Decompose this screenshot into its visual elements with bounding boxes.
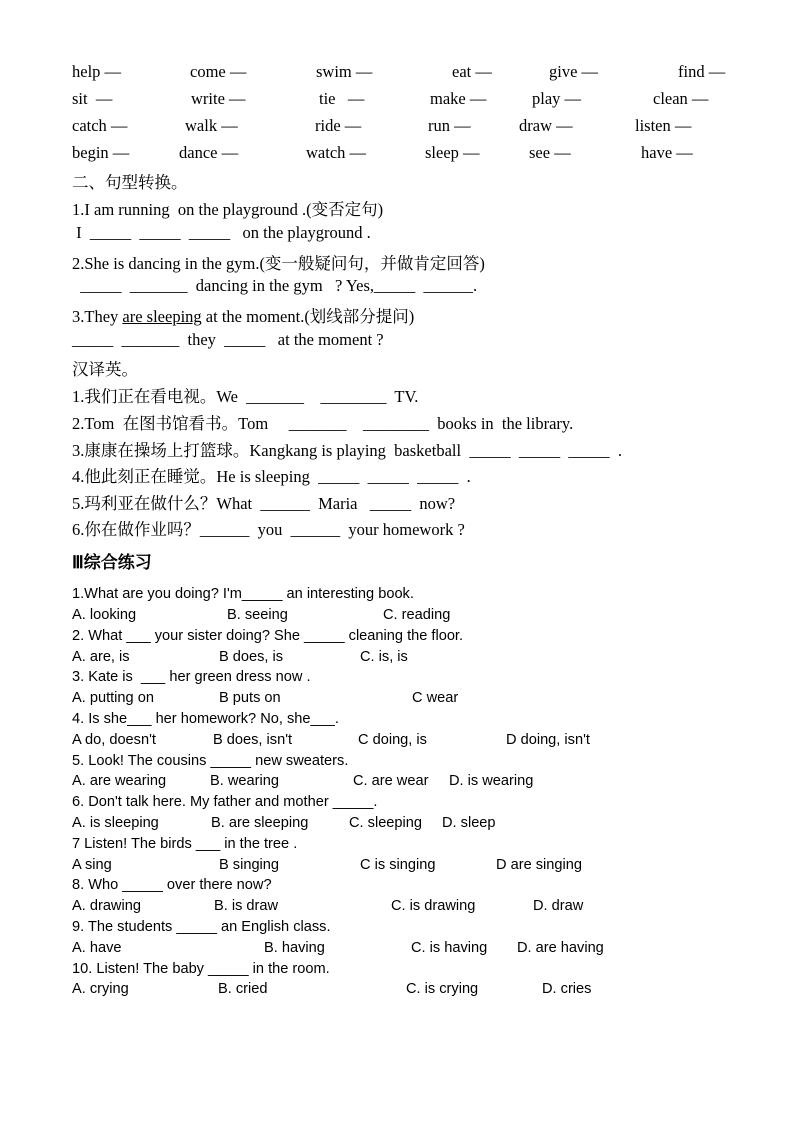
verb-item: swim —: [316, 62, 373, 81]
mc-question: 4. Is she___ her homework? No, she___.: [72, 711, 339, 727]
mc-question: 1.What are you doing? I'm_____ an interesting book.: [72, 586, 414, 602]
mc-question: 10. Listen! The baby _____ in the room.: [72, 961, 330, 977]
mc-question: 7 Listen! The birds ___ in the tree .: [72, 836, 298, 852]
mc-option: B. seeing: [227, 607, 288, 623]
translation-item: 4.他此刻正在睡觉。He is sleeping _____ _____ _____ .: [72, 467, 471, 486]
question-suffix: at the moment.(划线部分提问): [201, 307, 415, 326]
verb-item: ride —: [315, 116, 362, 135]
verb-item: clean —: [653, 89, 709, 108]
verb-item: listen —: [635, 116, 692, 135]
verb-item: walk —: [185, 116, 238, 135]
section-title-comprehensive: Ⅲ综合练习: [72, 553, 152, 572]
section-title-sentence-transform: 二、句型转换。: [72, 173, 188, 192]
verb-item: dance —: [179, 143, 239, 162]
mc-option: D are singing: [496, 857, 582, 873]
mc-option: D doing, isn't: [506, 732, 590, 748]
mc-option: B. is draw: [214, 898, 279, 914]
mc-option: C. is, is: [360, 649, 408, 665]
mc-option: B. cried: [218, 981, 268, 997]
verb-item: begin —: [72, 143, 130, 162]
translation-item: 5.玛利亚在做什么？What ______ Maria _____ now?: [72, 494, 456, 513]
verb-item: watch —: [306, 143, 367, 162]
verb-item: draw —: [519, 116, 573, 135]
translation-item: 1.我们正在看电视。We _______ ________ TV.: [72, 387, 419, 406]
question-prefix: 3.They: [72, 307, 123, 326]
question-text: 1.I am running on the playground .(变否定句): [72, 200, 384, 219]
mc-option: B. having: [264, 940, 325, 956]
mc-option: B singing: [219, 857, 280, 873]
mc-question: 5. Look! The cousins _____ new sweaters.: [72, 753, 349, 769]
mc-option: A sing: [72, 857, 112, 873]
mc-option: C wear: [412, 690, 459, 706]
mc-option: A. are, is: [72, 649, 130, 665]
translation-item: 3.康康在操场上打篮球。Kangkang is playing basketball _____ _____ _____ .: [72, 441, 622, 460]
mc-option: A. drawing: [72, 898, 141, 914]
mc-option: B does, isn't: [213, 732, 293, 748]
mc-option: C. is drawing: [391, 898, 476, 914]
verb-item: tie —: [319, 89, 365, 108]
answer-line: _____ _______ dancing in the gym ? Yes,_____ ______.: [72, 276, 478, 295]
answer-line: I _____ _____ _____ on the playground .: [72, 223, 371, 242]
verb-item: sit —: [72, 89, 113, 108]
verb-item: eat —: [452, 62, 492, 81]
section-title-translation: 汉译英。: [72, 360, 138, 379]
verb-item: sleep —: [425, 143, 480, 162]
mc-question: 8. Who _____ over there now?: [72, 877, 272, 893]
mc-option: C. sleeping: [349, 815, 423, 831]
mc-option: D. are having: [517, 940, 604, 956]
answer-line: _____ _______ they _____ at the moment ?: [72, 330, 384, 349]
verb-item: come —: [190, 62, 247, 81]
mc-option: D. sleep: [442, 815, 496, 831]
mc-option: B does, is: [219, 649, 284, 665]
mc-option: C. is crying: [406, 981, 479, 997]
mc-question: 9. The students _____ an English class.: [72, 919, 331, 935]
mc-option: A. are wearing: [72, 773, 167, 789]
mc-option: A. looking: [72, 607, 137, 623]
mc-option: D. cries: [542, 981, 592, 997]
verb-item: give —: [549, 62, 599, 81]
verb-item: find —: [678, 62, 726, 81]
mc-option: B. are sleeping: [211, 815, 309, 831]
mc-question: 3. Kate is ___ her green dress now .: [72, 669, 311, 685]
mc-option: C. reading: [383, 607, 451, 623]
mc-option: A do, doesn't: [72, 732, 156, 748]
verb-item: run —: [428, 116, 471, 135]
verb-item: catch —: [72, 116, 128, 135]
mc-question: 2. What ___ your sister doing? She _____ cleaning the floor.: [72, 628, 464, 644]
underlined-phrase: are sleeping: [122, 307, 202, 326]
translation-item: 2.Tom 在图书馆看书。Tom _______ ________ books in the library.: [72, 414, 574, 433]
verb-item: play —: [532, 89, 582, 108]
translation-item: 6.你在做作业吗？______ you ______ your homework ?: [72, 520, 465, 539]
mc-option: C is singing: [360, 857, 436, 873]
mc-option: A. putting on: [72, 690, 154, 706]
question-text: [72, 303, 414, 327]
mc-option: A. is sleeping: [72, 815, 159, 831]
mc-option: C. are wear: [353, 773, 429, 789]
mc-option: B. wearing: [210, 773, 279, 789]
mc-option: A. have: [72, 940, 122, 956]
mc-option: A. crying: [72, 981, 129, 997]
mc-option: D. is wearing: [449, 773, 534, 789]
mc-option: B puts on: [219, 690, 281, 706]
verb-item: make —: [430, 89, 487, 108]
verb-item: help —: [72, 62, 122, 81]
verb-item: write —: [191, 89, 246, 108]
mc-option: C. is having: [411, 940, 488, 956]
mc-option: D. draw: [533, 898, 584, 914]
mc-option: C doing, is: [358, 732, 427, 748]
question-text: 2.She is dancing in the gym.(变一般疑问句，并做肯定回答): [72, 254, 485, 273]
mc-question: 6. Don't talk here. My father and mother _____.: [72, 794, 378, 810]
verb-item: see —: [529, 143, 571, 162]
verb-item: have —: [641, 143, 693, 162]
